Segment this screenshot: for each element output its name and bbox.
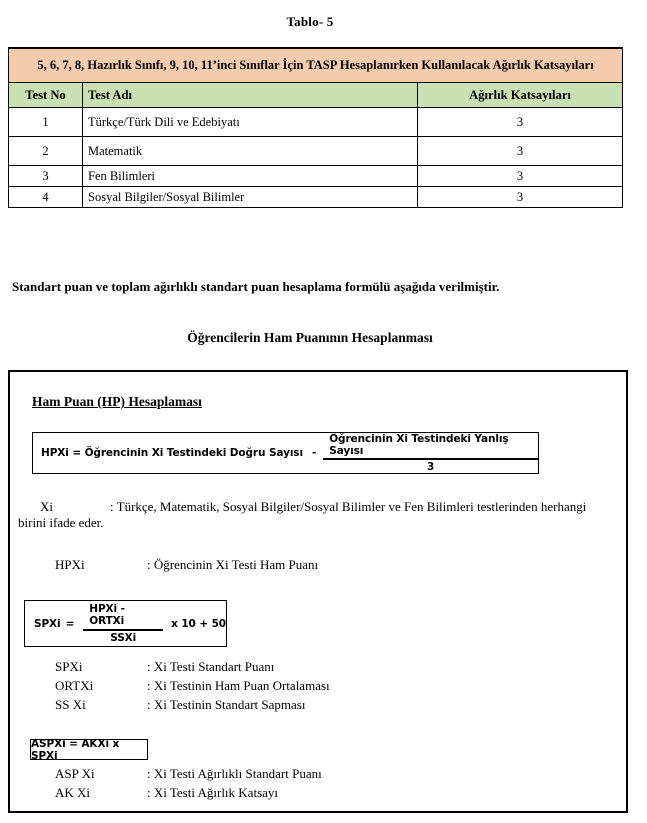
definition-term-aspxi: ASP Xi xyxy=(55,766,95,781)
table-row xyxy=(9,108,623,137)
cell-test-adi: Türkçe/Türk Dili ve Edebiyatı xyxy=(83,108,418,137)
sp-equation-tail: x 10 + 50 xyxy=(171,617,226,630)
definition-xi xyxy=(18,499,610,532)
cell-agirlik-katsayisi: 3 xyxy=(418,137,623,166)
cell-test-adi: Matematik xyxy=(83,137,418,166)
definition-desc-aspxi: : Xi Testi Ağırlıklı Standart Puanı xyxy=(147,766,322,781)
cell-test-no: 2 xyxy=(9,137,83,166)
cell-test-no: 4 xyxy=(9,187,83,208)
definition-ortxi xyxy=(55,678,330,694)
sp-equation-equals: = xyxy=(65,617,75,630)
cell-test-adi: Fen Bilimleri xyxy=(83,166,418,187)
column-header-agirlik-katsayilari: Ağırlık Katsayıları xyxy=(418,83,623,108)
table-title-cell: 5, 6, 7, 8, Hazırlık Sınıfı, 9, 10, 11’inci Sınıflar İçin TASP Hesaplanırken Kullanılacak Ağırlık Katsayıları xyxy=(9,48,623,83)
ham-puan-title: Ham Puan (HP) Hesaplaması xyxy=(32,394,202,409)
cell-test-adi: Sosyal Bilgiler/Sosyal Bilimler xyxy=(83,187,418,208)
definition-spxi xyxy=(55,659,274,675)
section-heading: Öğrencilerin Ham Puanının Hesaplanması xyxy=(187,330,433,345)
asp-equation-box xyxy=(30,739,148,760)
hp-equation-operator: - xyxy=(311,447,317,459)
cell-agirlik-katsayisi: 3 xyxy=(418,108,623,137)
definition-term-xi: Xi xyxy=(40,499,53,514)
column-header-test-adi: Test Adı xyxy=(83,83,418,108)
hp-equation-left: HPXi = Öğrencinin Xi Testindeki Doğru Sayısı xyxy=(41,447,303,459)
definition-akxi xyxy=(55,785,278,801)
definition-desc-ssxi: : Xi Testinin Standart Sapması xyxy=(147,697,306,712)
cell-agirlik-katsayisi: 3 xyxy=(418,187,623,208)
hp-equation-denominator: 3 xyxy=(427,461,435,474)
definition-aspxi xyxy=(55,766,322,782)
sp-equation-fraction xyxy=(83,603,163,643)
weights-table xyxy=(8,47,623,208)
cell-test-no: 3 xyxy=(9,166,83,187)
definition-desc-spxi: : Xi Testi Standart Puanı xyxy=(147,659,275,674)
column-header-test-no: Test No xyxy=(9,83,83,108)
table-row xyxy=(9,137,623,166)
hp-equation-numerator: Öğrencinin Xi Testindeki Yanlış Sayısı xyxy=(329,432,509,457)
definition-term-ortxi: ORTXi xyxy=(55,678,94,693)
sp-equation-denominator: SSXi xyxy=(110,631,137,644)
definition-desc-ortxi: : Xi Testinin Ham Puan Ortalaması xyxy=(147,678,330,693)
table-header-row xyxy=(9,83,623,108)
definition-desc-hpxi: : Öğrencinin Xi Testi Ham Puanı xyxy=(147,557,319,572)
table-row xyxy=(9,187,623,208)
definition-term-spxi: SPXi xyxy=(55,659,83,674)
definition-desc-akxi: : Xi Testi Ağırlık Katsayı xyxy=(147,785,279,800)
definition-desc-xi: : Türkçe, Matematik, Sosyal Bilgiler/Sosyal Bilimler ve Fen Bilimleri testlerinden herhangi birini ifade eder. xyxy=(18,499,587,531)
sp-equation-numerator: HPXi - ORTXi xyxy=(89,603,125,628)
hp-equation-box xyxy=(32,432,539,474)
formula-section-box xyxy=(8,370,628,813)
asp-equation-text: ASPXi = AKXi x SPXi xyxy=(31,737,120,762)
definition-hpxi xyxy=(55,557,318,573)
intro-sentence: Standart puan ve toplam ağırlıklı standart puan hesaplama formülü aşağıda verilmiştir. xyxy=(12,279,500,294)
definition-term-hpxi: HPXi xyxy=(55,557,85,572)
definition-ssxi xyxy=(55,697,305,713)
table-title-row xyxy=(9,48,623,83)
sp-equation-lhs: SPXi xyxy=(34,617,61,630)
table-row xyxy=(9,166,623,187)
definition-term-ssxi: SS Xi xyxy=(55,697,86,712)
cell-test-no: 1 xyxy=(9,108,83,137)
definition-term-akxi: AK Xi xyxy=(55,785,91,800)
table-caption: Tablo- 5 xyxy=(286,14,334,29)
sp-equation-box xyxy=(24,600,227,647)
hp-equation-fraction xyxy=(323,433,538,473)
cell-agirlik-katsayisi: 3 xyxy=(418,166,623,187)
